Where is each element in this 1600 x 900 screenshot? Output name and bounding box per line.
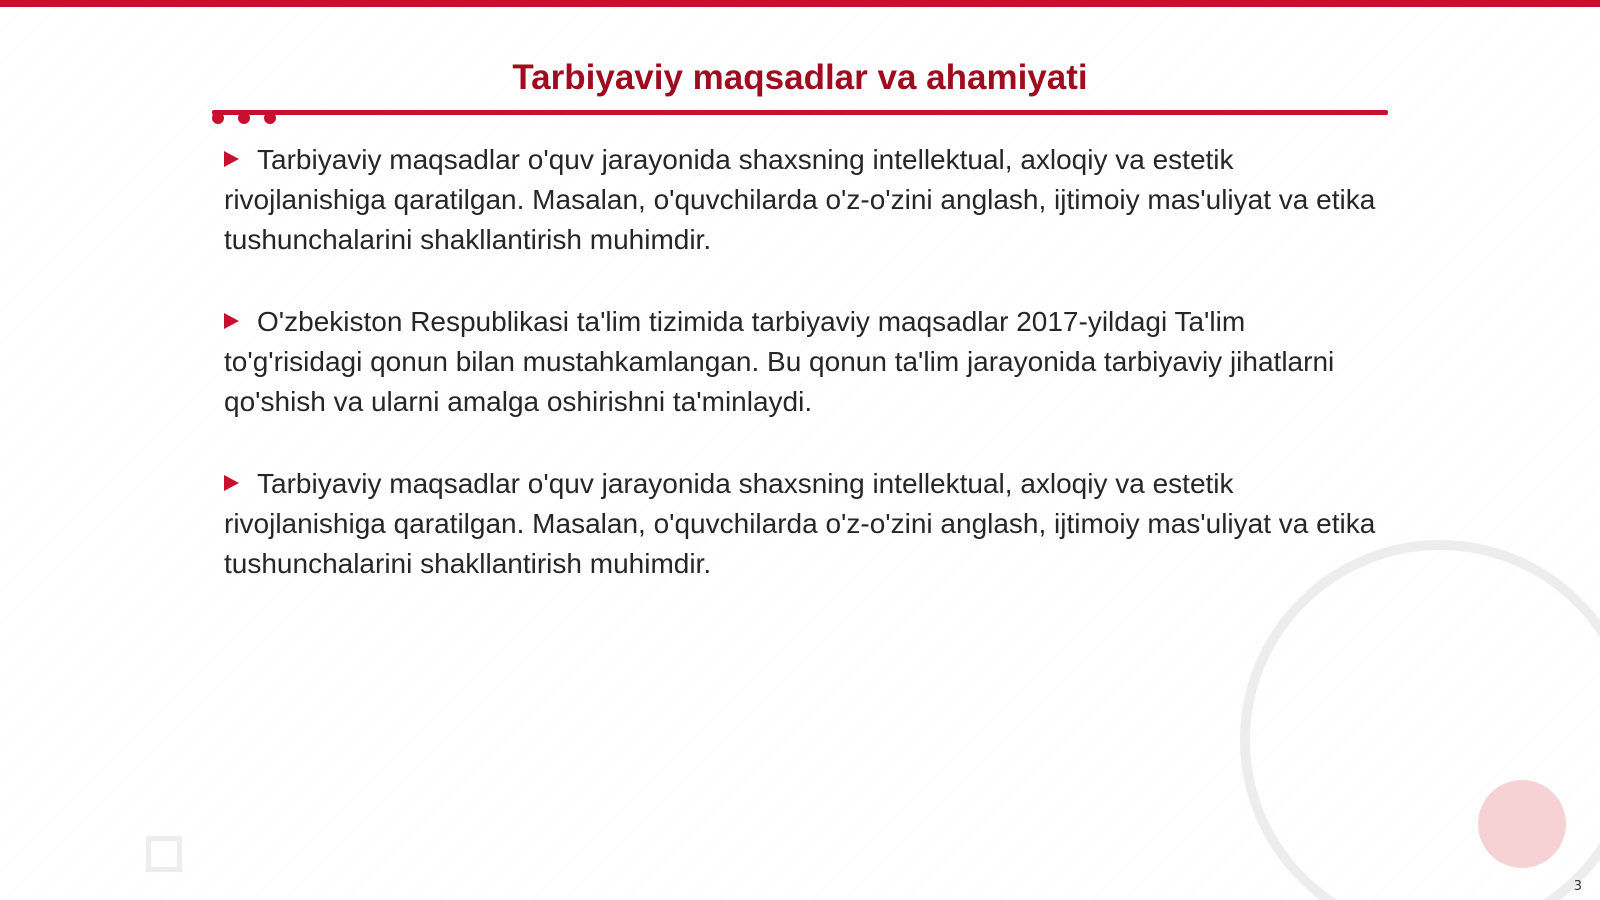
bullet-item [224,140,1384,260]
bullet-item [224,302,1384,422]
decor-dot [238,112,250,124]
decorative-square [146,836,182,872]
bullet-text: O'zbekiston Respublikasi ta'lim tizimida tarbiyaviy maqsadlar 2017-yildagi Ta'lim to'g'risidagi qonun bilan mustahkamlangan. Bu qonun ta'lim jarayonida tarbiyaviy jihatlarni qo'shish va ularni amalga oshirishni ta'minlaydi. [224,306,1335,417]
top-accent-bar [0,0,1600,7]
triangle-right-icon [224,475,239,491]
title-decor-dots [212,112,276,124]
page-number: 3 [1573,879,1582,894]
triangle-right-icon [224,313,239,329]
decor-dot [212,112,224,124]
title-underline [212,110,1388,115]
decor-dot [264,112,276,124]
triangle-right-icon [224,151,239,167]
decorative-pink-circle [1478,780,1566,868]
bullet-text: Tarbiyaviy maqsadlar o'quv jarayonida shaxsning intellektual, axloqiy va estetik rivojlanishiga qaratilgan. Masalan, o'quvchilarda o'z-o'zini anglash, ijtimoiy mas'uliyat va etika tushunchalarini shakllantirish muhimdir. [224,468,1376,579]
bullet-list [224,140,1384,626]
bullet-text: Tarbiyaviy maqsadlar o'quv jarayonida shaxsning intellektual, axloqiy va estetik rivojlanishiga qaratilgan. Masalan, o'quvchilarda o'z-o'zini anglash, ijtimoiy mas'uliyat va etika tushunchalarini shakllantirish muhimdir. [224,144,1376,255]
bullet-item [224,464,1384,584]
slide-title: Tarbiyaviy maqsadlar va ahamiyati [512,58,1088,97]
